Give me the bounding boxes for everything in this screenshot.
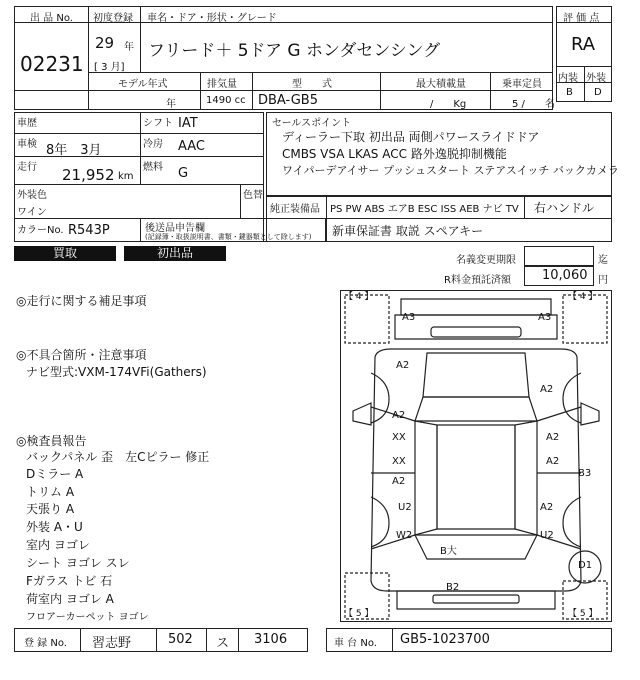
defects-line: ナビ型式:VXM-174VFi(Gathers) [26, 365, 207, 379]
recycle-unit: 円 [598, 275, 608, 286]
reg-label: 登 録 No. [24, 638, 67, 649]
mileage-unit: km [118, 171, 134, 182]
first-reg-year: 29 [95, 34, 115, 52]
reg-class: 502 [168, 632, 193, 647]
interior-label: 内装 [558, 73, 578, 84]
cooling-value: AAC [178, 139, 205, 154]
cooling-label: 冷房 [143, 139, 163, 150]
mark-a2-side-left: A2 [392, 410, 406, 421]
lot-no-label: 出 品 No. [30, 13, 73, 24]
sales-line-3: ワイパーデアイサー プッシュスタート ステアスイッチ バックカメラ [282, 164, 619, 177]
shift-value: IAT [178, 116, 198, 131]
model-year-label: モデル年式 [118, 79, 168, 90]
report-line-7: シート ヨゴレ スレ [26, 556, 130, 570]
mark-b2: B2 [446, 582, 460, 593]
mark-a2-right-3: A2 [540, 502, 554, 513]
sales-line-1: ディーラー下取 初出品 両側パワースライドドア [282, 130, 540, 144]
docs-note: (記録簿・取扱説明書、書類・鍵器類として除します) [145, 233, 312, 241]
model-type: DBA-GB5 [258, 93, 318, 108]
eval-label: 評 価 点 [563, 13, 600, 24]
color-no-label: カラーNo. [17, 225, 64, 236]
exterior-label: 外装 [586, 73, 606, 84]
defects-title: ◎不具合箇所・注意事項 [16, 348, 147, 362]
equip-label: 純正装備品 [270, 204, 320, 215]
inspection-label: 車検 [17, 139, 37, 150]
first-reg-month: [ 3 月] [94, 62, 125, 73]
first-listing-badge: 初出品 [124, 246, 226, 261]
docs-label: 後送品申告欄 [145, 223, 205, 234]
driving-notes-title: ◎走行に関する補足事項 [16, 294, 147, 308]
name-change-unit: 迄 [598, 255, 608, 266]
load-label: 最大積載量 [416, 79, 466, 90]
first-reg-year-unit: 年 [124, 42, 134, 53]
report-line-1: バックパネル 歪 左Cピラー 修正 [26, 450, 210, 464]
warranty-value: 新車保証書 取説 スペアキー [332, 224, 484, 238]
color-no-value: R543P [68, 223, 110, 238]
displacement: 1490 cc [206, 95, 246, 106]
history-label: 車歴 [17, 118, 37, 129]
mark-u2-left: U2 [398, 502, 412, 513]
report-line-8: Fガラス トビ 石 [26, 574, 113, 588]
report-line-9: 荷室内 ヨゴレ A [26, 592, 114, 606]
name-change-label: 名義変更期限 [456, 255, 516, 266]
capacity-value: 5 / 名 [512, 99, 555, 110]
report-line-4: 天張り A [26, 502, 75, 516]
displacement-label: 排気量 [207, 79, 237, 90]
car-name-label: 車名・ドア・形状・グレード [147, 13, 277, 24]
mark-a2-right-2: A2 [546, 456, 560, 467]
tire-front-right: 【 4 】 [568, 292, 598, 302]
tire-front-left: 【 4 】 [344, 292, 374, 302]
ext-color-value: ワイン [17, 207, 47, 218]
sales-label: セールスポイント [272, 118, 352, 129]
report-line-6: 室内 ヨゴレ [26, 538, 90, 552]
mark-b-large: B大 [440, 546, 457, 557]
sales-line-2: CMBS VSA LKAS ACC 路外逸脱抑制機能 [282, 147, 507, 161]
model-year-unit: 年 [166, 99, 176, 110]
reg-area: 習志野 [92, 636, 132, 651]
lot-no: 02231 [20, 52, 84, 76]
interior-grade: B [566, 87, 573, 98]
tire-rear-right: 【 5 】 [568, 609, 598, 619]
inspection-value: 8年 3月 [46, 143, 102, 158]
mark-a2-right-1: A2 [546, 432, 560, 443]
exterior-grade: D [594, 87, 602, 98]
report-line-10: フロアーカーペット ヨゴレ [26, 612, 149, 623]
chassis-label: 車 台 No. [334, 638, 377, 649]
damage-diagram [340, 290, 612, 622]
report-line-2: Dミラー A [26, 467, 84, 481]
first-reg-label: 初度登録 [93, 13, 133, 24]
ext-color-label: 外装色 [17, 190, 47, 201]
capacity-label: 乗車定員 [502, 79, 542, 90]
reg-kana: ス [216, 636, 230, 651]
mark-a2-left-3: A2 [392, 476, 406, 487]
mileage-value: 21,952 [62, 166, 115, 184]
mark-a2-top-right: A2 [540, 384, 554, 395]
mileage-label: 走行 [17, 162, 37, 173]
mark-a2-top-left: A2 [396, 360, 410, 371]
load-value: / Kg [430, 99, 467, 110]
reg-number: 3106 [254, 632, 288, 647]
equip-value: PS PW ABS エアB ESC ISS AEB ナビ TV [330, 204, 519, 215]
mark-xx-left-2: XX [392, 456, 406, 467]
mark-a3-right: A3 [538, 312, 552, 323]
report-line-5: 外装 A・U [26, 520, 83, 534]
handle-value: 右ハンドル [534, 201, 595, 215]
car-name: フリード＋ 5ドア G ホンダセンシング [148, 41, 441, 61]
recycle-value: 10,060 [542, 268, 588, 283]
recycle-label: R料金預託済額 [444, 275, 511, 286]
fuel-value: G [178, 166, 189, 181]
shift-label: シフト [143, 118, 173, 129]
type-label: 型 式 [292, 79, 332, 90]
report-title: ◎検査員報告 [16, 434, 87, 448]
mark-d1: D1 [578, 560, 593, 571]
tire-rear-left: 【 5 】 [344, 609, 374, 619]
name-change-box [524, 246, 594, 266]
eval-score: RA [571, 34, 596, 55]
mark-xx-left-1: XX [392, 432, 406, 443]
report-line-3: トリム A [26, 485, 75, 499]
fuel-label: 燃料 [143, 162, 163, 173]
mark-u2-right: U2 [540, 530, 554, 541]
mark-b3: B3 [578, 468, 592, 479]
purchase-badge: 買取 [14, 246, 116, 261]
chassis-number: GB5-1023700 [400, 632, 490, 647]
mark-w2: W2 [396, 530, 413, 541]
color-change-label: 色替 [243, 190, 263, 201]
mark-a3-left: A3 [402, 312, 416, 323]
